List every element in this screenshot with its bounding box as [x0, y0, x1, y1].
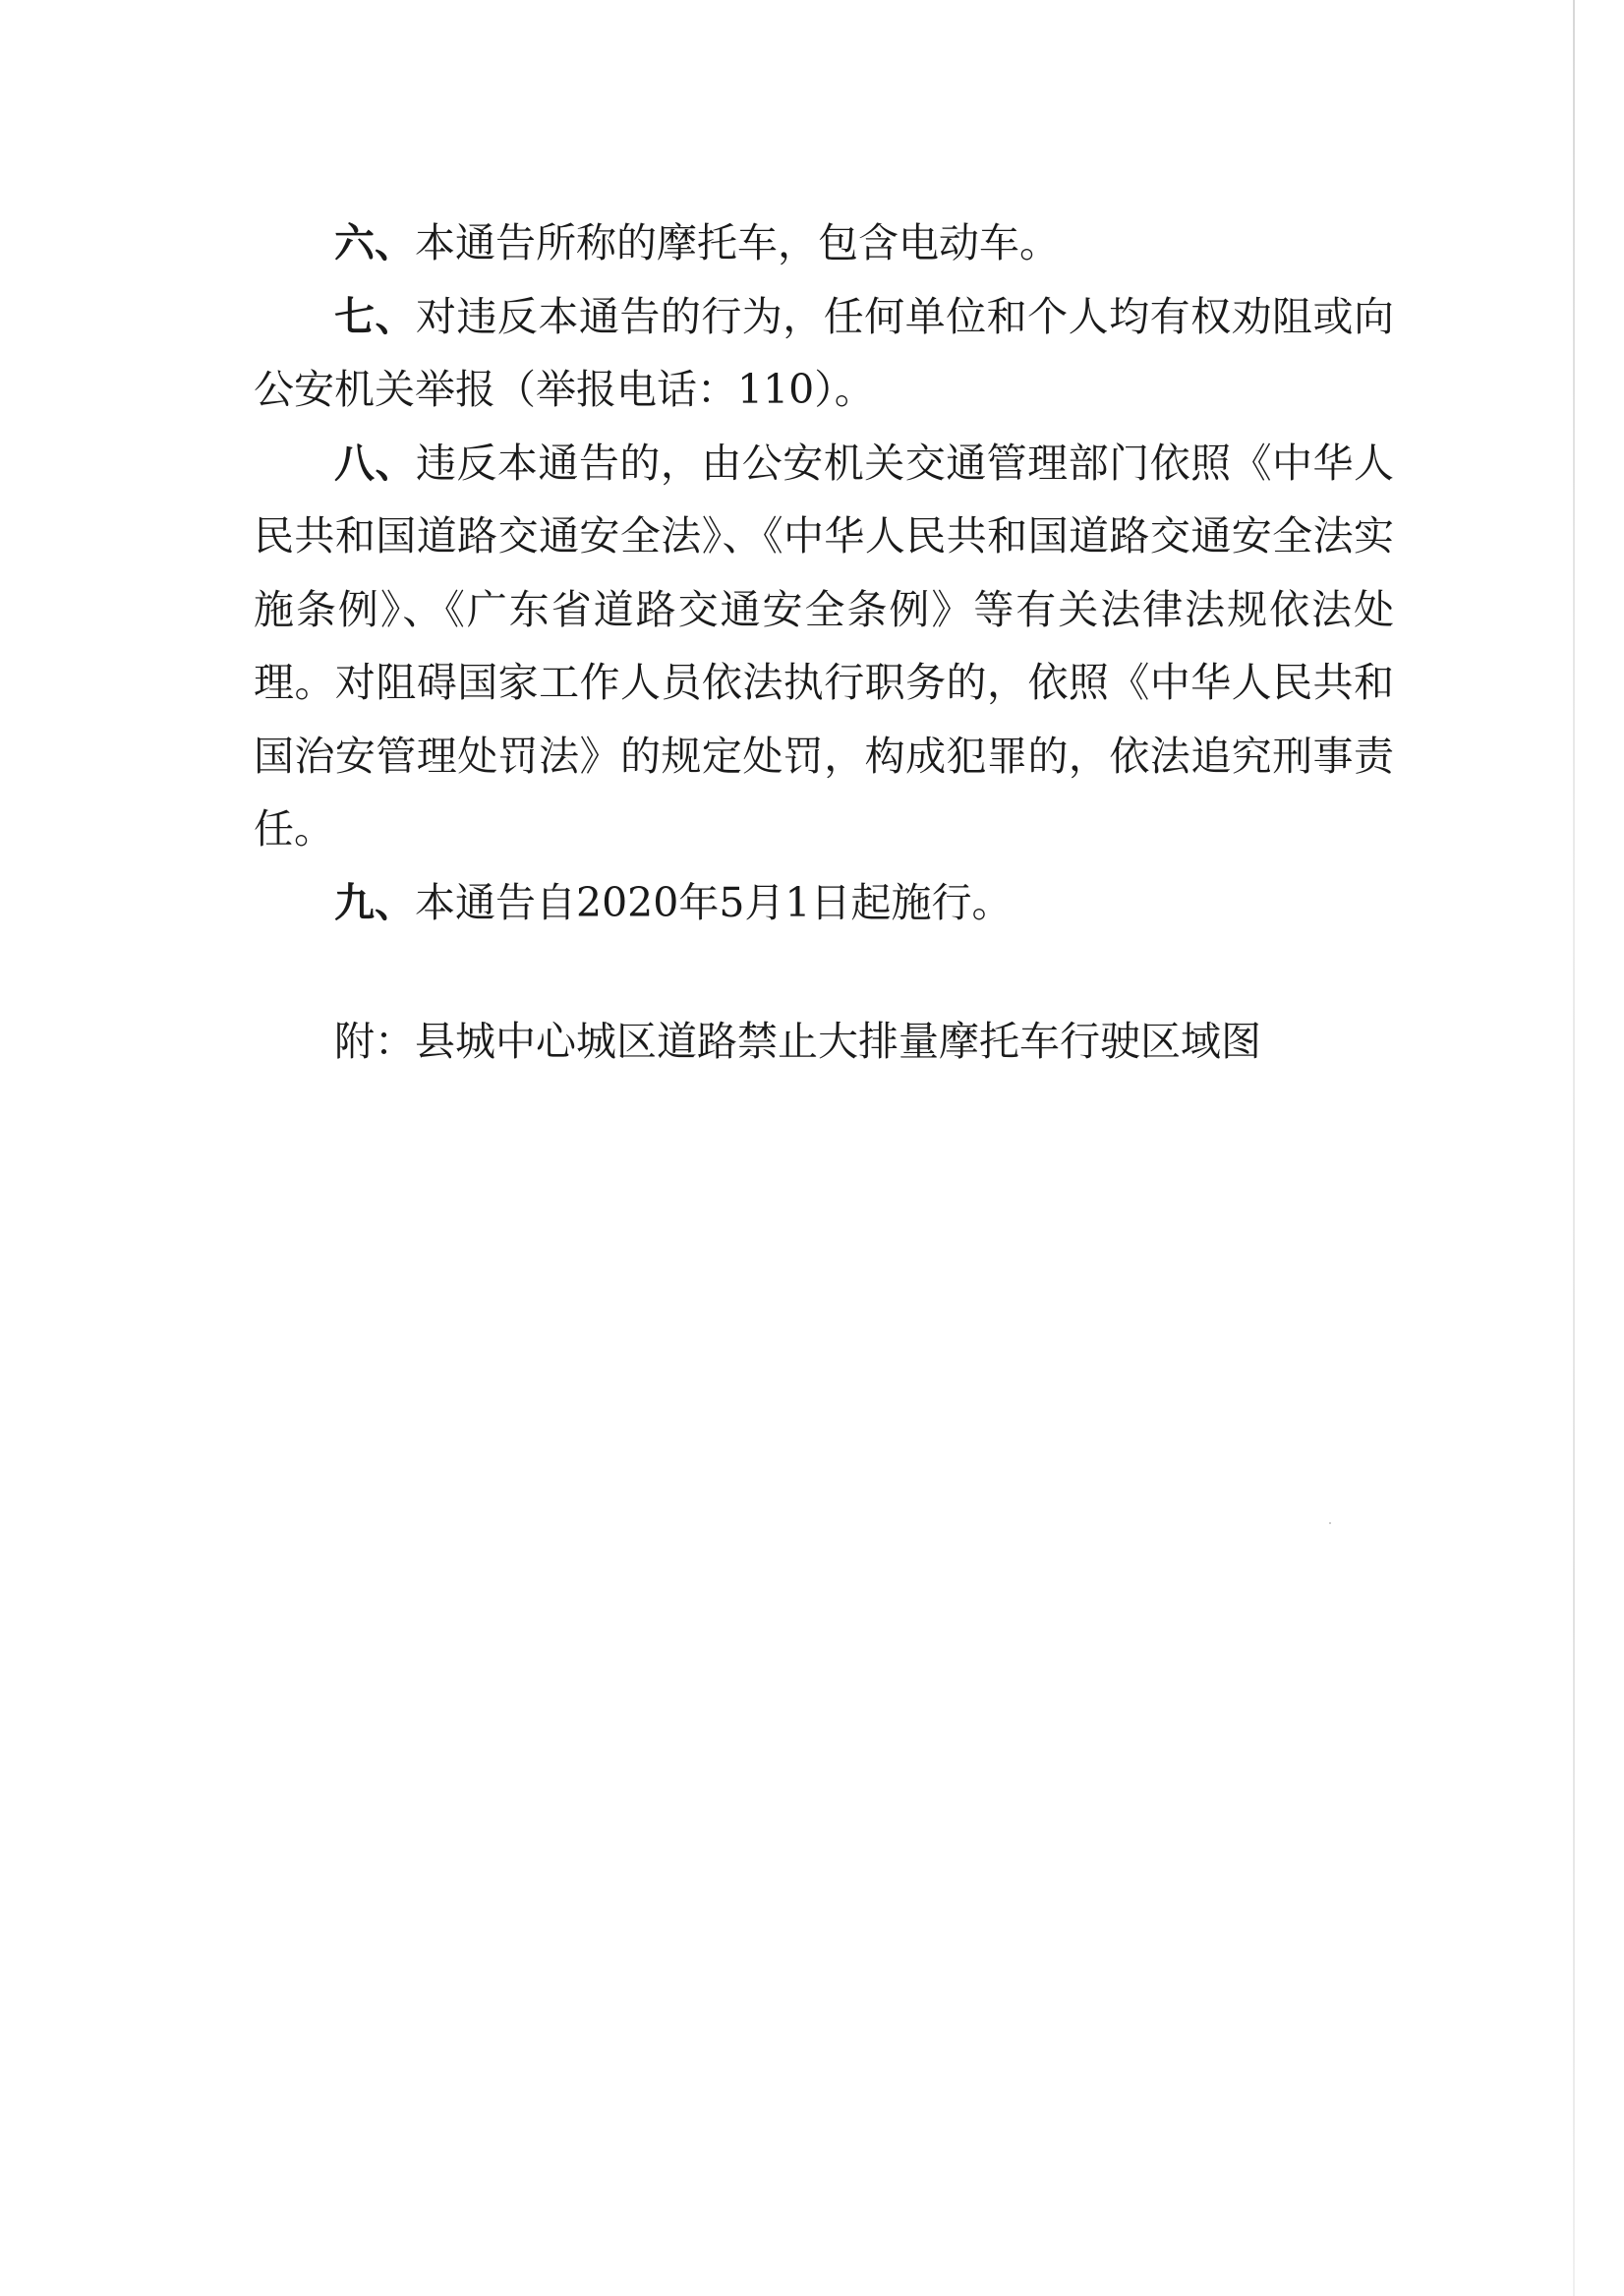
clause-6 [254, 206, 1394, 280]
clause-text: 对违反本通告的行为，任何单位和个人均有权劝阻或向公安机关举报（举报电话：110）。 [254, 292, 1395, 413]
notice-body [254, 206, 1394, 1079]
clause-7 [254, 280, 1394, 427]
clause-text: 违反本通告的，由公安机关交通管理部门依照《中华人民共和国道路交通安全法》、《中华人民共和国道路交通安全法实施条例》、《广东省道路交通安全条例》等有关法律法规依法处理。对阻碍国家工作人员依法执行职务的，依照《中华人民共和国治安管理处罚法》的规定处罚，构成犯罪的，依法追究刑事责任。 [254, 439, 1395, 853]
clause-text: 本通告所称的摩托车，包含电动车。 [415, 219, 1060, 266]
clause-number: 六、 [334, 219, 415, 266]
clause-9 [254, 866, 1394, 940]
clause-number: 七、 [334, 292, 416, 340]
scan-border [1573, 0, 1575, 2296]
clause-number: 九、 [334, 878, 415, 926]
scan-speck [1329, 1522, 1331, 1524]
clause-8 [254, 427, 1394, 866]
clause-number: 八、 [334, 439, 416, 487]
clause-text: 本通告自2020年5月1日起施行。 [415, 878, 1013, 926]
attachment-line: 附：县城中心城区道路禁止大排量摩托车行驶区域图 [334, 1018, 1261, 1065]
